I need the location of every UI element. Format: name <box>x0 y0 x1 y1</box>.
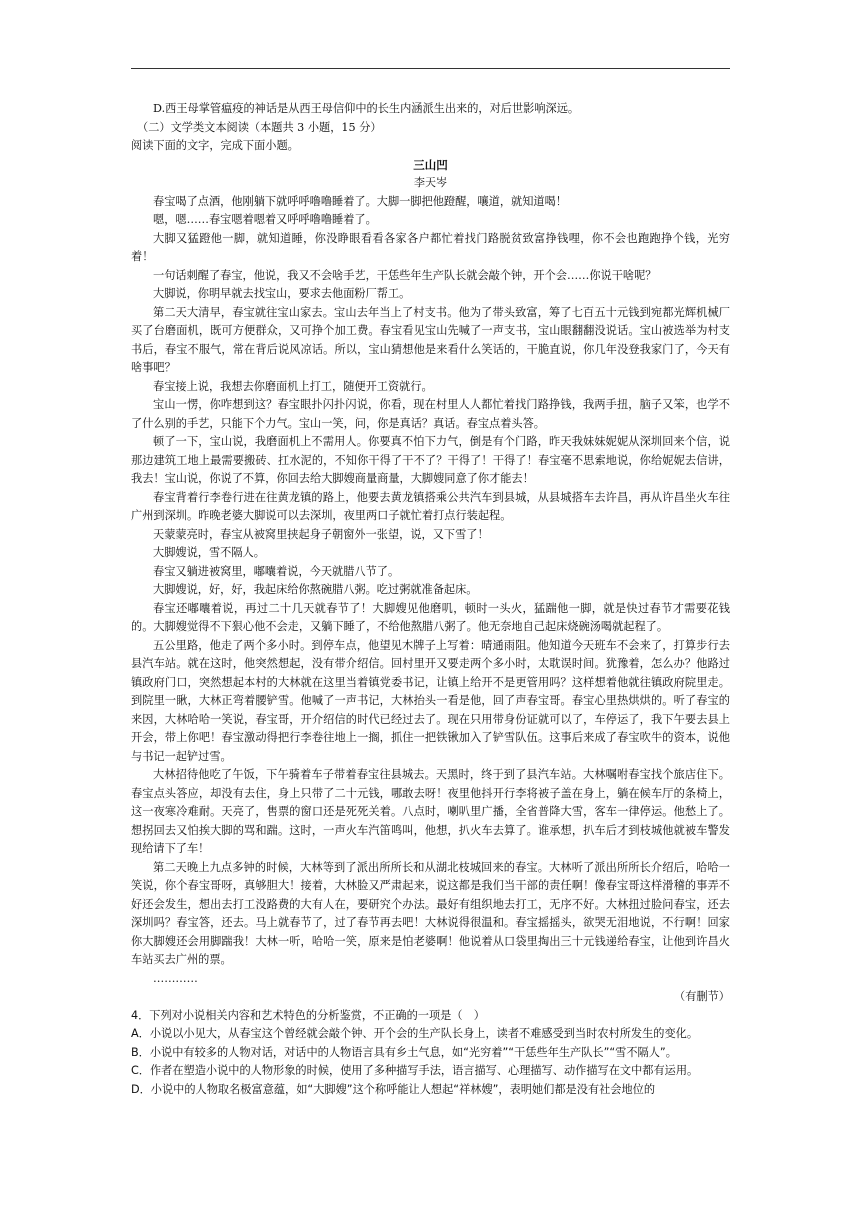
header-rule <box>131 68 730 69</box>
paragraph: 春宝接上说，我想去你磨面机上打工，随便开工资就行。 <box>153 379 433 393</box>
paragraph: 嗯，嗯……春宝嗯着嗯着又呼呼噜噜睡着了。 <box>153 213 377 226</box>
question-option-a: A．小说以小见大，从春宝这个曾经就会敲个钟、开个会的生产队长身上，读者不难感受到当时农村所发生的变化。 <box>131 1027 699 1040</box>
section-heading: （二）文学类文本阅读（本题共 3 小题，15 分） <box>137 120 382 134</box>
paragraph: 大脚又猛蹬他一脚，就知道睡，你没睁眼看看各家各户都忙着找门路脱贫致富挣钱哩，你不会也跑跑挣个钱，光穷着！ <box>131 231 730 263</box>
story-author: 李天岑 <box>414 176 447 189</box>
story-title: 三山凹 <box>413 157 448 172</box>
paragraph: 春宝还嘟囔着说，再过二十几天就春节了！大脚嫂见他磨叽，顿时一头火，猛踹他一脚，就是快过春节才需要花钱的。大脚嫂觉得不下狠心他不会走，又躺下睡了，不给他熬腊八粥了。他无奈地自己起床烧碗汤喝就起程了。 <box>131 601 730 633</box>
question-option-c: C．作者在塑造小说中的人物形象的时候，使用了多种描写手法，语言描写、心理描写、动作描写在文中都有运用。 <box>131 1064 699 1077</box>
ellipsis: ………… <box>153 971 198 985</box>
instruction: 阅读下面的文字，完成下面小题。 <box>131 139 299 152</box>
paragraph: 春宝背着行李卷行进在往黄龙镇的路上，他要去黄龙镇搭乘公共汽车到县城，从县城搭车去许昌，再从许昌坐火车往广州到深圳。昨晚老婆大脚说可以去深圳，夜里两口子就忙着打点行装起程。 <box>131 490 730 522</box>
question-stem: 4．下列对小说相关内容和艺术特色的分析鉴赏，不正确的一项是（ ） <box>131 1008 485 1022</box>
paragraph: 第二天大清早，春宝就往宝山家去。宝山去年当上了村支书。他为了带头致富，筹了七百五十元钱到宛都光辉机械厂买了台磨面机，既可方便群众，又可挣个加工费。春宝看见宝山先喊了一声支书，宝山眼翻翻没说话。宝山被选举为村支书后，春宝不服气，常在背后说风凉话。所以，宝山猜想他是来看什么笑话的，干脆直说，你几年没登我家门了，今天有啥事吧？ <box>131 305 730 374</box>
paragraph: 大脚说，你明早就去找宝山，要求去他面粉厂帮工。 <box>153 287 411 300</box>
paragraph: 一句话刺醒了春宝，他说，我又不会啥手艺，干恁些年生产队长就会敲个钟，开个会……你说干啥呢？ <box>153 268 657 282</box>
document-page <box>131 100 730 1099</box>
paragraph: 大脚嫂说，好，好，我起床给你熬碗腊八粥。吃过粥就准备起床。 <box>153 583 478 596</box>
paragraph: 大脚嫂说，雪不隔人。 <box>153 546 265 559</box>
paragraph: 天蒙蒙亮时，春宝从被窝里挟起身子朝窗外一张望，说，又下雪了！ <box>153 527 489 541</box>
paragraph: 顿了一下，宝山说，我磨面机上不需用人。你要真不怕下力气，倒是有个门路，昨天我妹妹妮妮从深圳回来个信，说那边建筑工地上最需要搬砖、扛水泥的，不知你干得了干不了？干得了！干得了！春宝毫不思索地说，你给妮妮去信讲，我去！宝山说，你说了不算，你回去给大脚嫂商量商量，大脚嫂同意了你才能去！ <box>131 435 730 485</box>
paragraph: 宝山一愣，你咋想到这？春宝眼扑闪扑闪说，你看，现在村里人人都忙着找门路挣钱，我两手扭，脑子又笨，也学不了什么别的手艺，只能下个力气。宝山一笑，问，你是真话？真话。春宝点着头答。 <box>131 398 730 430</box>
question-option-d: D．小说中的人物取名极富意蕴，如“大脚嫂”这个称呼能让人想起“祥林嫂”，表明她们都是没有社会地位的 <box>131 1082 656 1096</box>
paragraph: 五公里路，他走了两个多小时。到停车点，他望见木牌子上写着：晴通雨阻。他知道今天班车不会来了，打算步行去县汽车站。就在这时，他突然想起，没有带介绍信。回村里开又要走两个多小时，太耽误时间。犹豫着，怎么办？他路过镇政府门口，突然想起本村的大林就在这里当着镇党委书记，让镇上给开不是更管用吗？这样想着他就往镇政府院里走。到院里一瞅，大林正弯着腰铲雪。他喊了一声书记，大林抬头一看是他，回了声春宝哥。春宝心里热烘烘的。听了春宝的来因，大林哈哈一笑说，春宝哥，开介绍信的时代已经过去了。现在只用带身份证就可以了，车停运了，我下午要去县上开会，带上你吧！春宝激动得把行李卷往地上一搁，抓住一把铁锹加入了铲雪队伍。这事后来成了春宝吹牛的资本，说他与书记一起铲过雪。 <box>131 638 730 763</box>
paragraph: 春宝喝了点酒，他刚躺下就呼呼噜噜睡着了。大脚一脚把他蹬醒，嚷道，就知道喝！ <box>153 194 567 208</box>
paragraph: 春宝又躺进被窝里，嘟囔着说，今天就腊八节了。 <box>153 564 400 578</box>
question-option-b: B．小说中有较多的人物对话，对话中的人物语言具有乡土气息，如“光穷着”“干恁些年生产队长”“雪不隔人”。 <box>131 1045 677 1059</box>
paragraph: 第二天晚上九点多钟的时候，大林等到了派出所所长和从湖北枝城回来的春宝。大林听了派出所所长介绍后，哈哈一笑说，你个春宝哥呀，真够胆大！接着，大林脸又严肃起来，说这都是我们当干部的责任啊！像春宝哥这样滑稽的事弄不好还会发生，想出去打工没路费的大有人在，要研究个办法。最好有组织地去打工，无序不好。大林扭过脸问春宝，还去深圳吗？春宝答，还去。马上就春节了，过了春节再去吧！大林说得很温和。春宝摇摇头，欲哭无泪地说，不行啊！回家你大脚嫂还会用脚踹我！大林一听，哈哈一笑，原来是怕老婆啊！他说着从口袋里掏出三十元钱递给春宝，让他到许昌火车站买去广州的票。 <box>131 860 730 966</box>
abridged-note: （有删节） <box>674 990 730 1003</box>
prev-option-d: D.西王母掌管瘟疫的神话是从西王母信仰中的长生内涵派生出来的，对后世影响深远。 <box>153 102 580 115</box>
paragraph: 大林招待他吃了午饭，下午骑着车子带着春宝往县城去。天黑时，终于到了县汽车站。大林嘱咐春宝找个旅店住下。春宝点头答应，却没有去住，身上只带了二十元钱，哪敢去呀！夜里他抖开行李将被子盖在身上，躺在候车厅的条椅上，这一夜寒冷难耐。天亮了，售票的窗口还是死死关着。八点时，喇叭里广播，全省普降大雪，客车一律停运。他愁上了。想拐回去又怕挨大脚的骂和踹。这时，一声火车汽笛鸣叫，他想，扒火车去算了。谁承想，扒车后才到枝城他就被车警发现给请下了车！ <box>131 768 730 855</box>
